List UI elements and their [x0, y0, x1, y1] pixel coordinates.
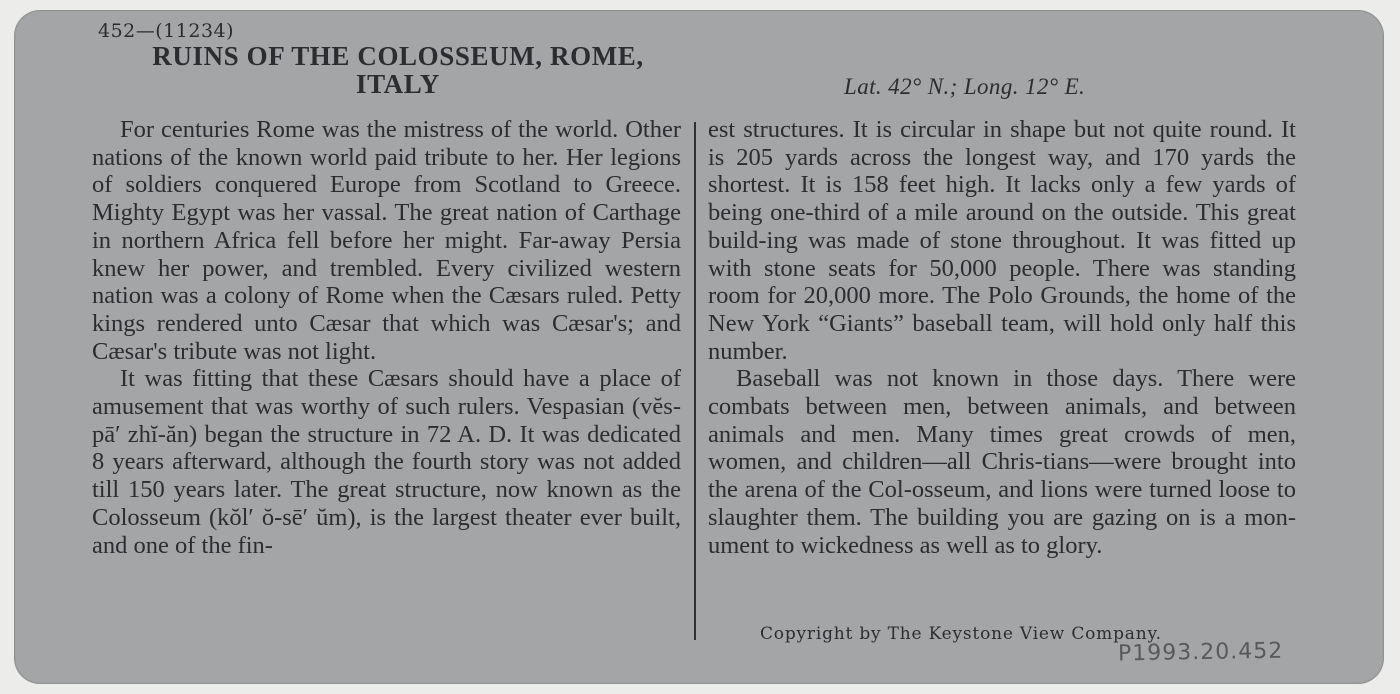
title-line-2: ITALY	[355, 69, 441, 99]
catalog-number: 452—(11234)	[98, 20, 235, 42]
left-paragraph-2: It was fitting that these Cæsars should have a place of amusement that was worthy of such rulers. Vespasian (vĕs-pā′ zhĭ-ăn) began the structure in 72 A. D. It was dedicated 8 years afterward, although the fourth story was not added till 150 years later. The great structure, now known as the Colosseum (kŏl′ ŏ-sē′ ŭm), is the largest theater ever built, and one of the fin-	[92, 365, 681, 559]
column-divider	[694, 122, 696, 640]
title-line-1: RUINS OF THE COLOSSEUM, ROME,	[152, 41, 644, 71]
card-title	[98, 42, 698, 98]
stereocard-back	[14, 10, 1384, 684]
lat-long: Lat. 42° N.; Long. 12° E.	[844, 74, 1086, 99]
right-paragraph-1: est structures. It is circular in shape but not quite round. It is 205 yards across the longest way, and 170 yards the shortest. It is 158 feet high. It lacks only a few yards of being one-third of a mile around on the outside. This great build-ing was made of stone throughout. It was fitted up with stone seats for 50,000 people. There was standing room for 20,000 more. The Polo Grounds, the home of the New York “Giants” baseball team, will hold only half this number.	[708, 116, 1296, 365]
copyright-line: Copyright by The Keystone View Company.	[760, 624, 1162, 644]
right-paragraph-2: Baseball was not known in those days. There were combats between men, between animals, and between animals and men. Many times great crowds of men, women, and children—all Chris-tians—were brought into the arena of the Col-osseum, and lions were turned loose to slaughter them. The building you are gazing on is a mon-ument to wickedness as well as to glory.	[708, 365, 1296, 559]
accession-number: P1993.20.452	[1117, 638, 1284, 667]
left-paragraph-1: For centuries Rome was the mistress of the world. Other nations of the known world paid tribute to her. Her legions of soldiers conquered Europe from Scotland to Greece. Mighty Egypt was her vassal. The great nation of Carthage in northern Africa fell before her might. Far-away Persia knew her power, and trembled. Every civilized western nation was a colony of Rome when the Cæsars ruled. Petty kings rendered unto Cæsar that which was Cæsar's; and Cæsar's tribute was not light.	[92, 116, 681, 365]
left-column	[92, 116, 681, 559]
right-column	[708, 116, 1296, 559]
